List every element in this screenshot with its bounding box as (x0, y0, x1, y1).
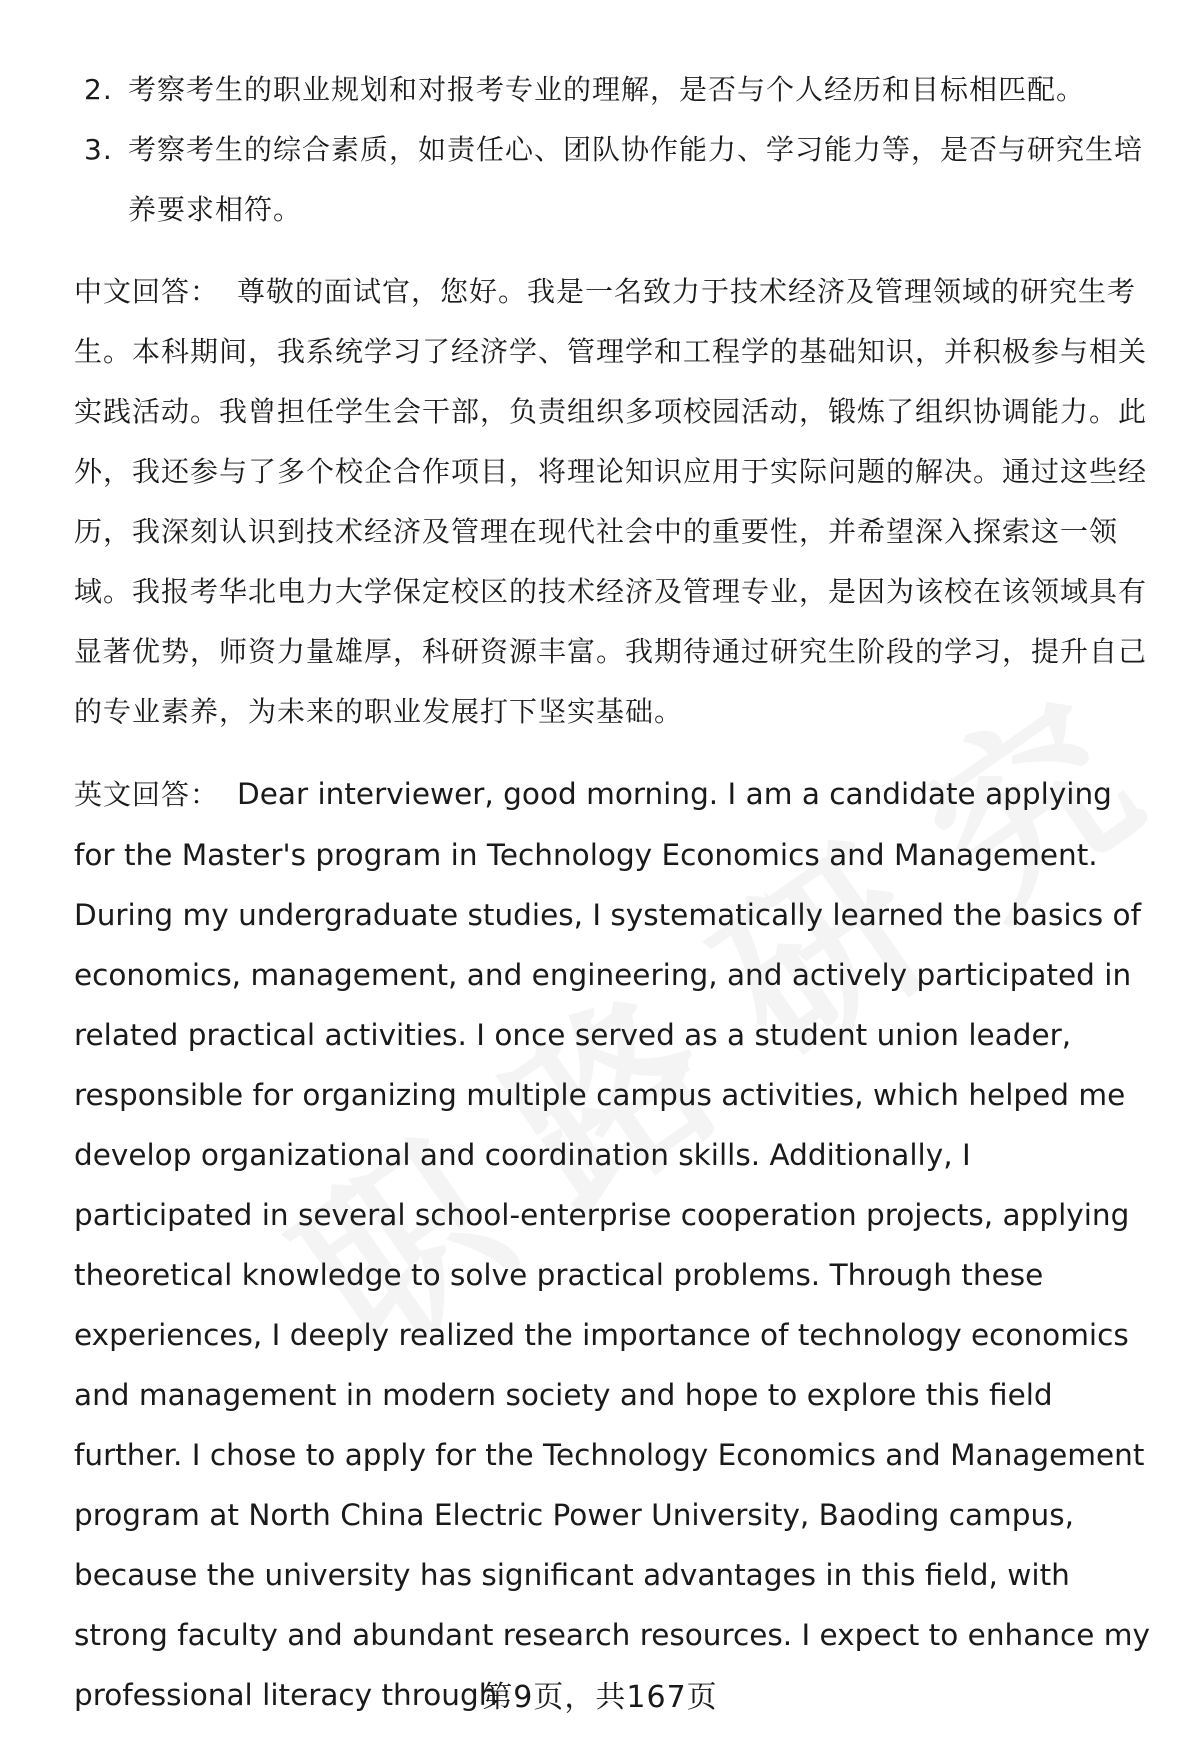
page-number-footer: 第9页，共167页 (482, 1680, 718, 1715)
english-answer-paragraph (74, 764, 1154, 1725)
english-answer-text: Dear interviewer, good morning. I am a candidate applying for the Master's program in Technology Economics and Management. During my undergraduate studies, I systematically learned the basics of economics, management, and engineering, and actively participated in related practical activities. I once served as a student union leader, responsible for organizing multiple campus activities, which helped me develop organizational and coordination skills. Additionally, I participated in several school-enterprise cooperation projects, applying theoretical knowledge to solve practical problems. Through these experiences, I deeply realized the importance of technology economics and management in modern society and hope to explore this field further. I chose to apply for the Technology Economics and Management program at North China Electric Power University, Baoding campus, because the university has significant advantages in this field, with strong faculty and abundant research resources. I expect to enhance my professional literacy through (74, 777, 1150, 1712)
criteria-list (74, 60, 1154, 240)
list-number: 3. (84, 133, 113, 166)
chinese-answer-label: 中文回答： (74, 275, 220, 308)
list-item (74, 120, 1154, 240)
chinese-answer-text: 尊敬的面试官，您好。我是一名致力于技术经济及管理领域的研究生考生。本科期间，我系统学习了经济学、管理学和工程学的基础知识，并积极参与相关实践活动。我曾担任学生会干部，负责组织多项校园活动，锻炼了组织协调能力。此外，我还参与了多个校企合作项目，将理论知识应用于实际问题的解决。通过这些经历，我深刻认识到技术经济及管理在现代社会中的重要性，并希望深入探索这一领域。我报考华北电力大学保定校区的技术经济及管理专业，是因为该校在该领域具有显著优势，师资力量雄厚，科研资源丰富。我期待通过研究生阶段的学习，提升自己的专业素养，为未来的职业发展打下坚实基础。 (74, 275, 1148, 728)
list-item (74, 60, 1154, 120)
page-content (74, 60, 1154, 1725)
list-item-text: 考察考生的职业规划和对报考专业的理解，是否与个人经历和目标相匹配。 (128, 73, 1086, 106)
chinese-answer-paragraph (74, 262, 1154, 742)
english-answer-label: 英文回答： (74, 778, 220, 811)
list-item-text: 考察考生的综合素质，如责任心、团队协作能力、学习能力等，是否与研究生培养要求相符。 (128, 133, 1144, 226)
list-number: 2. (84, 73, 113, 106)
